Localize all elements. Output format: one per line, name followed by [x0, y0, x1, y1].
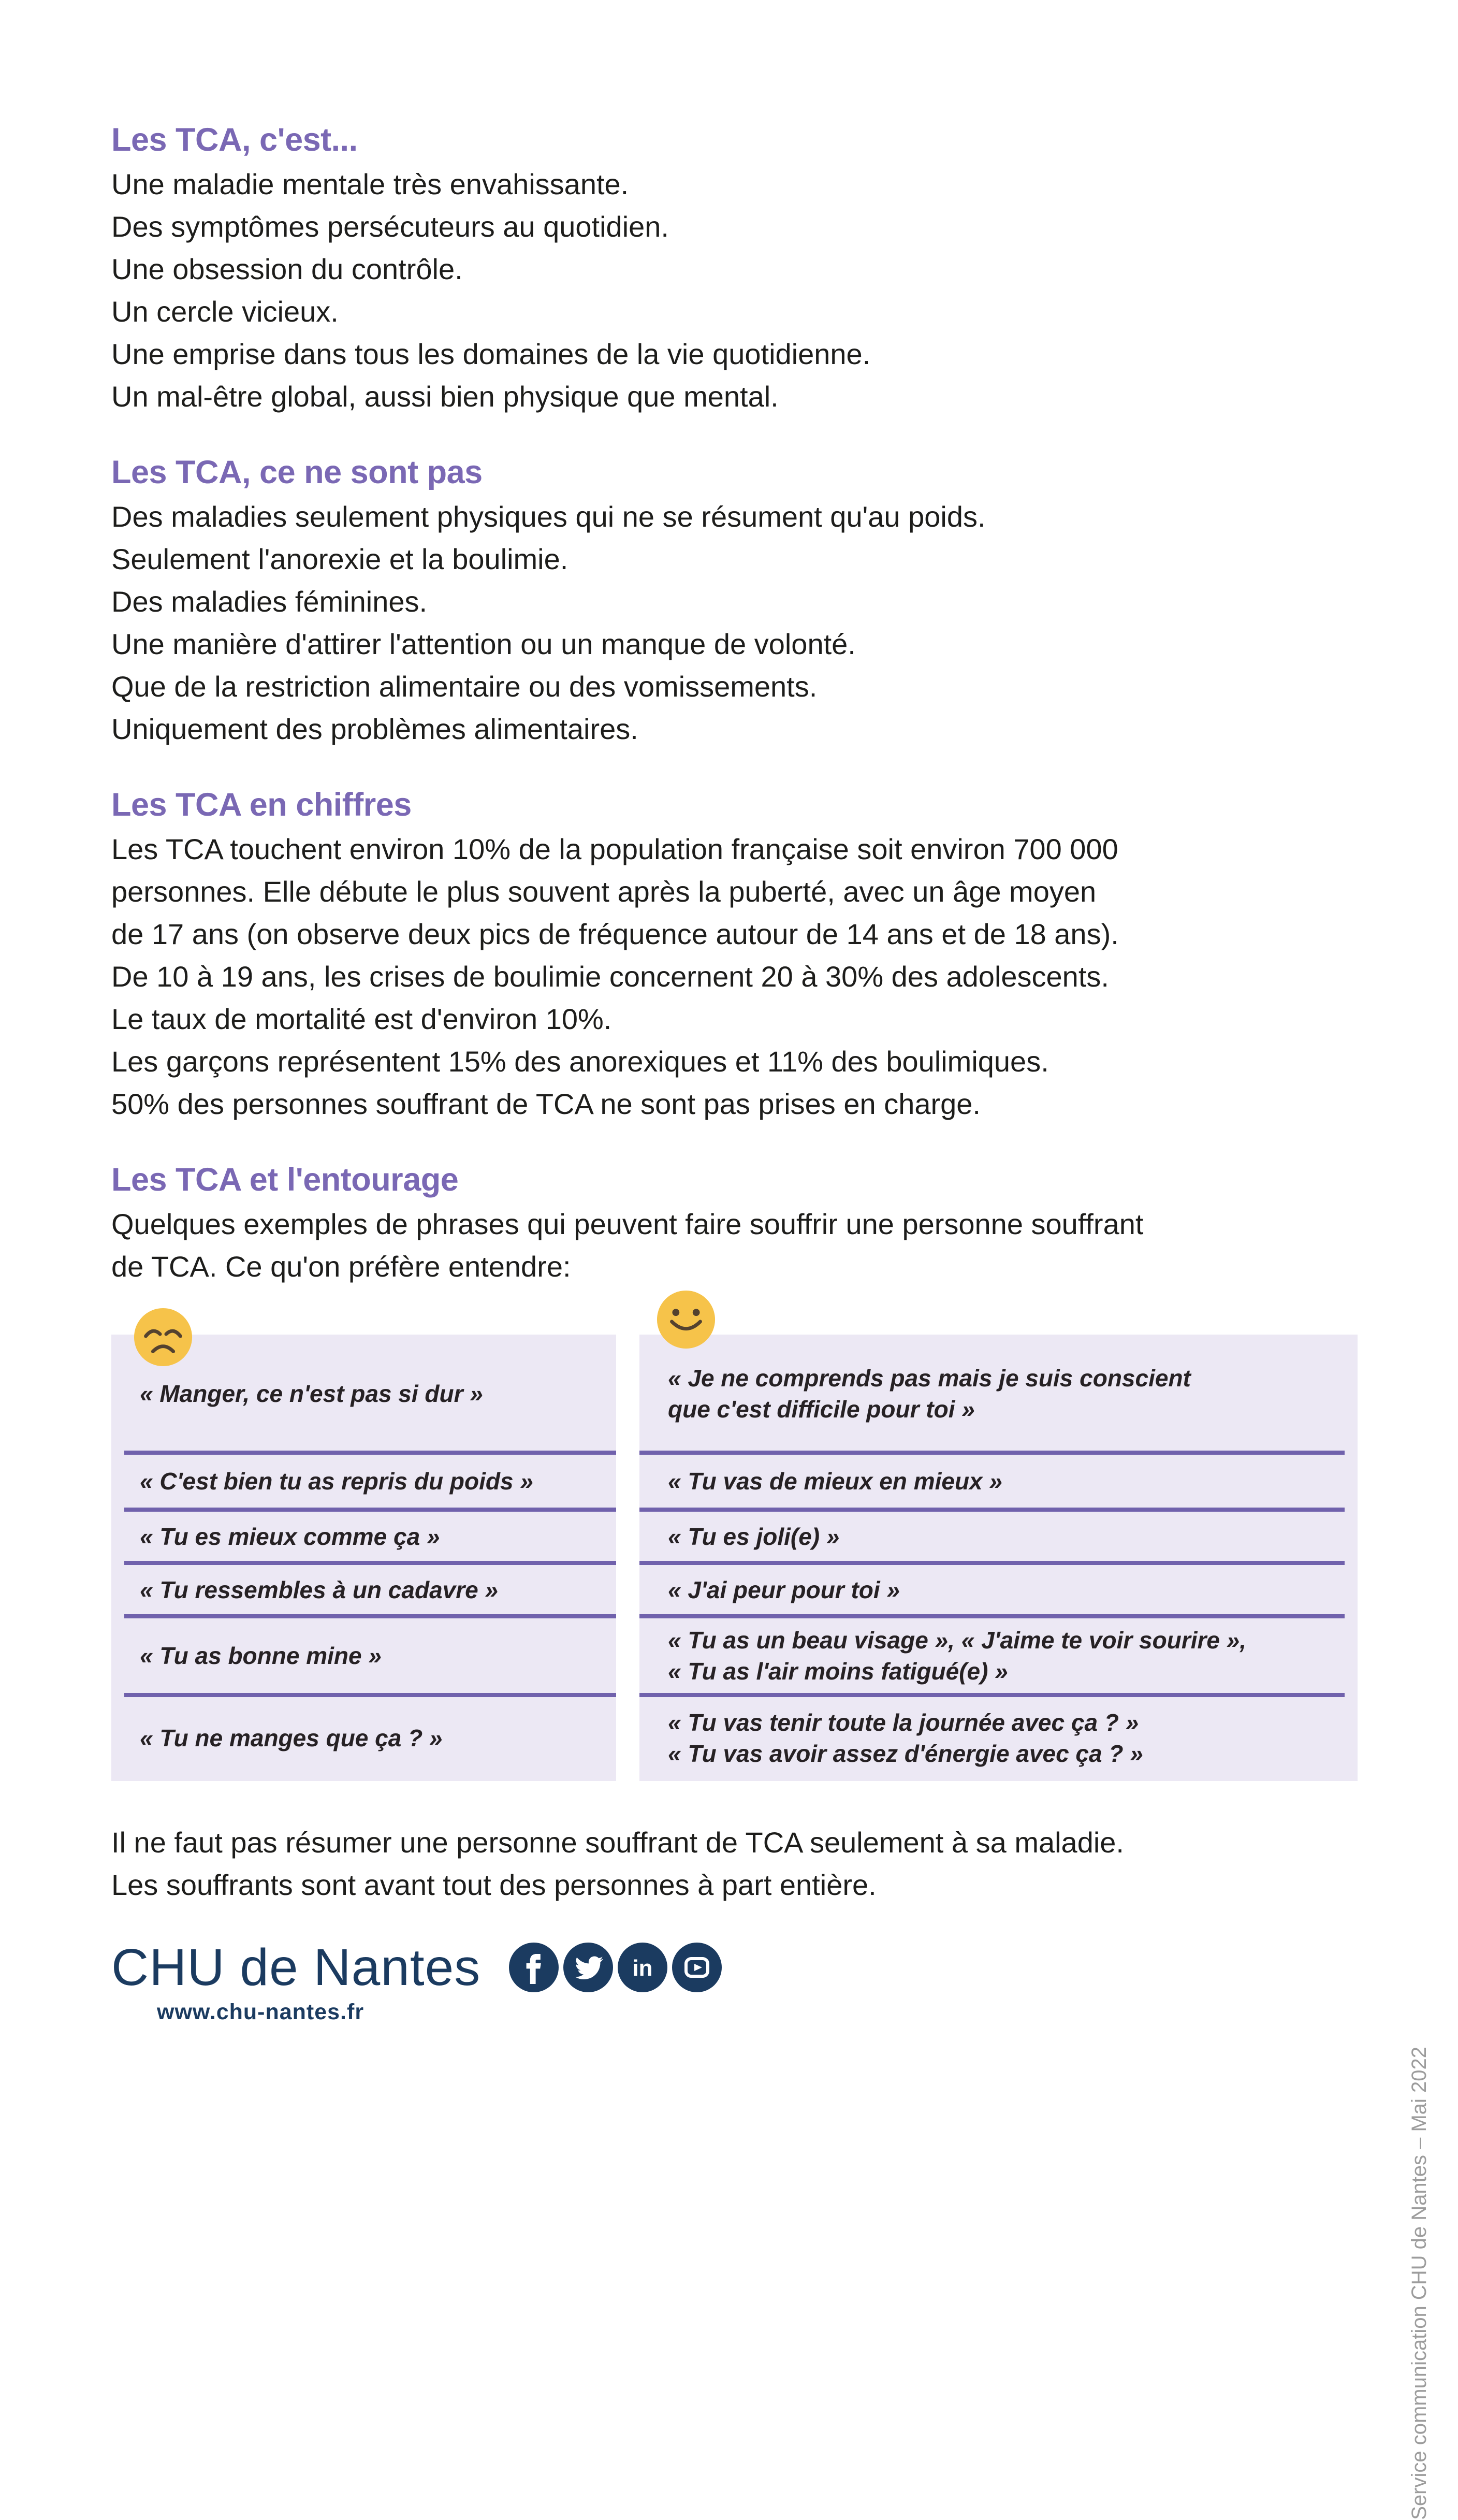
body-line: Les souffrants sont avant tout des personnes à part entière.: [111, 1869, 877, 1901]
body-line: Les garçons représentent 15% des anorexiques et 11% des boulimiques.: [111, 1045, 1049, 1078]
smiley-face-emoji-icon: [655, 1289, 717, 1350]
body-line: Des symptômes persécuteurs au quotidien.: [111, 210, 669, 243]
phrases-comparison-table: [111, 1335, 1357, 1781]
website-url[interactable]: www.chu-nantes.fr: [157, 2000, 364, 2024]
credit-vertical-text: Service communication CHU de Nantes – Mai 2022: [1408, 2047, 1431, 2520]
quote-text: « Tu es mieux comme ça »: [140, 1523, 440, 1550]
body-line: Des maladies féminines.: [111, 585, 428, 618]
table-cell-positive: [639, 1695, 1358, 1781]
table-cell-positive: [639, 1453, 1358, 1510]
table-cell-positive: [639, 1616, 1358, 1695]
quote-text: « J'ai peur pour toi »: [668, 1576, 900, 1603]
footer: [111, 1940, 1357, 2025]
table-cell-negative: [111, 1510, 616, 1563]
body-line: Une manière d'attirer l'attention ou un manque de volonté.: [111, 628, 856, 660]
section-heading: Les TCA, c'est...: [111, 122, 358, 158]
body-line: Que de la restriction alimentaire ou des vomissements.: [111, 670, 818, 703]
body-line: Une maladie mentale très envahissante.: [111, 168, 629, 200]
quote-text: « Tu es joli(e) »: [668, 1523, 840, 1550]
section-heading: Les TCA en chiffres: [111, 787, 412, 823]
table-cell-positive: [639, 1563, 1358, 1616]
quote-text: « Tu ressembles à un cadavre »: [140, 1576, 499, 1603]
quote-text: « Tu as bonne mine »: [140, 1642, 382, 1669]
body-line: Une emprise dans tous les domaines de la vie quotidienne.: [111, 338, 871, 370]
table-cell-negative: [111, 1563, 616, 1616]
table-cell-negative: [111, 1695, 616, 1781]
table-cell-negative: [111, 1616, 616, 1695]
body-line: Les TCA touchent environ 10% de la population française soit environ 700 000: [111, 833, 1118, 865]
table-cell-positive: [639, 1510, 1358, 1563]
body-line: Le taux de mortalité est d'environ 10%.: [111, 1003, 612, 1035]
facebook-icon[interactable]: [509, 1943, 559, 1992]
table-cell-positive: [639, 1335, 1358, 1453]
quote-text: « Tu vas avoir assez d'énergie avec ça ? »: [668, 1740, 1143, 1767]
quote-text: « Tu as l'air moins fatigué(e) »: [668, 1658, 1008, 1685]
conclusion-paragraph: [111, 1821, 1357, 1906]
body-line: personnes. Elle débute le plus souvent après la puberté, avec un âge moyen: [111, 875, 1097, 908]
section-heading: Les TCA et l'entourage: [111, 1162, 459, 1198]
quote-text: « Tu ne manges que ça ? »: [140, 1725, 443, 1751]
body-line: de 17 ans (on observe deux pics de fréquence autour de 14 ans et de 18 ans).: [111, 918, 1119, 950]
sad-face-emoji-icon: [133, 1307, 194, 1368]
body-line: De 10 à 19 ans, les crises de boulimie concernent 20 à 30% des adolescents.: [111, 960, 1109, 993]
brand-name: CHU de Nantes: [111, 1938, 481, 1996]
quote-text: « Tu as un beau visage », « J'aime te voir sourire »,: [668, 1627, 1247, 1654]
quote-text: « Tu vas tenir toute la journée avec ça ? »: [668, 1709, 1139, 1736]
section-les-tca-cest: [111, 117, 1357, 418]
quote-text: « Tu vas de mieux en mieux »: [668, 1468, 1002, 1495]
quote-text: « Je ne comprends pas mais je suis conscient: [668, 1365, 1191, 1392]
body-line: Seulement l'anorexie et la boulimie.: [111, 543, 568, 575]
body-line: 50% des personnes souffrant de TCA ne sont pas prises en charge.: [111, 1088, 981, 1120]
body-line: Des maladies seulement physiques qui ne se résument qu'au poids.: [111, 500, 986, 533]
body-line: de TCA. Ce qu'on préfère entendre:: [111, 1250, 571, 1283]
body-line: Un mal-être global, aussi bien physique que mental.: [111, 380, 779, 413]
quote-text: « Manger, ce n'est pas si dur »: [140, 1380, 483, 1407]
social-icons: [509, 1943, 722, 1992]
table-cell-negative: [111, 1453, 616, 1510]
section-heading: Les TCA, ce ne sont pas: [111, 454, 483, 490]
svg-text:in: in: [632, 1956, 653, 1981]
section-les-tca-et-lentourage: [111, 1156, 1357, 1288]
section-les-tca-ce-ne-sont-pas: [111, 449, 1357, 750]
quote-text: que c'est difficile pour toi »: [668, 1396, 975, 1423]
youtube-icon[interactable]: [672, 1943, 722, 1992]
twitter-icon[interactable]: [563, 1943, 613, 1992]
body-line: Il ne faut pas résumer une personne souffrant de TCA seulement à sa maladie.: [111, 1826, 1124, 1859]
chu-nantes-logo: [111, 1940, 480, 2025]
flyer-content: [111, 117, 1357, 2025]
body-line: Uniquement des problèmes alimentaires.: [111, 713, 638, 745]
body-line: Quelques exemples de phrases qui peuvent faire souffrir une personne souffrant: [111, 1208, 1144, 1240]
linkedin-icon[interactable]: [618, 1943, 667, 1992]
body-line: Un cercle vicieux.: [111, 295, 339, 328]
body-line: Une obsession du contrôle.: [111, 253, 463, 285]
section-les-tca-en-chiffres: [111, 781, 1357, 1125]
quote-text: « C'est bien tu as repris du poids »: [140, 1468, 533, 1495]
